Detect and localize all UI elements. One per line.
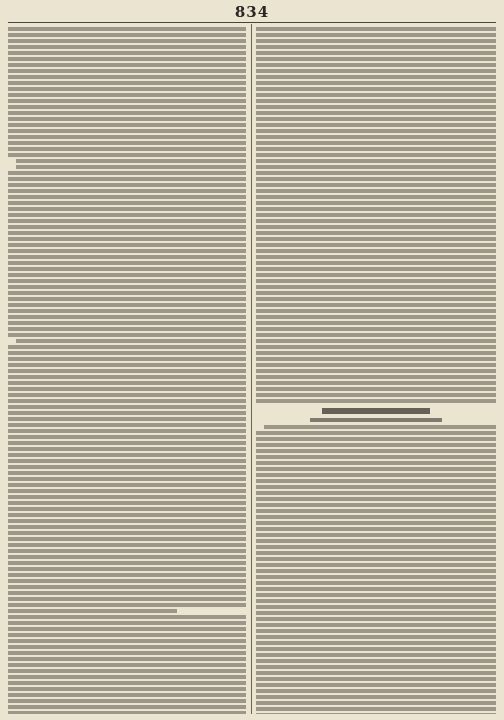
- text-line: [8, 189, 246, 193]
- text-line: [8, 561, 246, 565]
- text-line: [8, 663, 246, 667]
- text-line: [256, 303, 496, 307]
- text-line: [8, 39, 246, 43]
- text-line: [256, 557, 496, 561]
- text-line: [8, 417, 246, 421]
- text-line: [256, 521, 496, 525]
- text-line: [8, 447, 246, 451]
- text-line: [256, 497, 496, 501]
- text-line: [8, 567, 246, 571]
- text-line: [256, 261, 496, 265]
- text-line: [8, 147, 246, 151]
- text-line: [8, 51, 246, 55]
- text-line: [256, 213, 496, 217]
- text-line: [8, 489, 246, 493]
- text-line: [256, 689, 496, 693]
- text-line: [8, 105, 246, 109]
- text-line: [256, 351, 496, 355]
- text-line: [8, 465, 246, 469]
- text-line: [8, 531, 246, 535]
- text-line: [8, 93, 246, 97]
- text-line: [8, 45, 246, 49]
- text-line: [256, 129, 496, 133]
- text-line: [8, 135, 246, 139]
- text-line: [8, 249, 246, 253]
- text-line: [8, 267, 246, 271]
- text-line: [8, 603, 246, 607]
- text-line: [8, 117, 246, 121]
- text-line: [8, 579, 246, 583]
- text-line: [8, 225, 246, 229]
- header-rule: [8, 22, 496, 23]
- text-line: [256, 195, 496, 199]
- text-line: [256, 455, 496, 459]
- text-line: [256, 605, 496, 609]
- text-line: [256, 39, 496, 43]
- text-line: [8, 309, 246, 313]
- text-line: [8, 687, 246, 691]
- text-line: [8, 195, 246, 199]
- text-line: [256, 399, 496, 403]
- text-line: [256, 551, 496, 555]
- text-line: [256, 153, 496, 157]
- text-line: [8, 75, 246, 79]
- text-line: [256, 309, 496, 313]
- text-line: [256, 69, 496, 73]
- text-line: [256, 473, 496, 477]
- text-line: [8, 201, 246, 205]
- text-line: [8, 375, 246, 379]
- text-line: [8, 585, 246, 589]
- right-column: [256, 25, 496, 714]
- text-line: [256, 105, 496, 109]
- text-line: [8, 519, 246, 523]
- text-line: [256, 539, 496, 543]
- text-line: [256, 189, 496, 193]
- text-line: [256, 449, 496, 453]
- text-line: [256, 581, 496, 585]
- text-line: [256, 707, 496, 711]
- text-line: [256, 659, 496, 663]
- text-line: [256, 219, 496, 223]
- text-line: [8, 651, 246, 655]
- text-line: [256, 177, 496, 181]
- text-line: [8, 459, 246, 463]
- text-line: [8, 399, 246, 403]
- text-line: [8, 441, 246, 445]
- text-line: [256, 201, 496, 205]
- text-line: [256, 701, 496, 705]
- text-line: [256, 291, 496, 295]
- text-line: [256, 357, 496, 361]
- text-line: [256, 87, 496, 91]
- text-line: [256, 285, 496, 289]
- text-line: [256, 503, 496, 507]
- text-line: [8, 525, 246, 529]
- text-line: [8, 555, 246, 559]
- text-line: [8, 711, 246, 714]
- text-line: [8, 351, 246, 355]
- text-line: [256, 51, 496, 55]
- text-line: [8, 333, 246, 337]
- text-line: [8, 207, 246, 211]
- text-line: [256, 237, 496, 241]
- text-line: [256, 345, 496, 349]
- text-line: [8, 327, 246, 331]
- text-line: [8, 483, 246, 487]
- text-line: [8, 477, 246, 481]
- text-line: [256, 225, 496, 229]
- text-line: [8, 129, 246, 133]
- text-line: [256, 111, 496, 115]
- text-line: [256, 479, 496, 483]
- text-line: [256, 599, 496, 603]
- text-line: [256, 485, 496, 489]
- text-line: [8, 111, 246, 115]
- text-line: [256, 545, 496, 549]
- text-line: [256, 363, 496, 367]
- text-line: [256, 279, 496, 283]
- text-line: [256, 159, 496, 163]
- text-line: [256, 381, 496, 385]
- text-line: [8, 57, 246, 61]
- section-heading: [322, 408, 430, 414]
- text-line: [8, 621, 246, 625]
- text-line: [256, 165, 496, 169]
- text-line: [8, 669, 246, 673]
- text-line: [16, 159, 246, 163]
- text-line: [8, 231, 246, 235]
- text-line: [256, 171, 496, 175]
- text-line: [8, 549, 246, 553]
- text-line: [264, 425, 496, 429]
- text-line: [256, 147, 496, 151]
- text-line: [8, 633, 246, 637]
- text-line: [256, 587, 496, 591]
- text-line: [256, 27, 496, 31]
- text-line: [16, 165, 246, 169]
- text-line: [8, 705, 246, 709]
- text-line: [256, 671, 496, 675]
- text-line: [256, 653, 496, 657]
- text-line: [8, 99, 246, 103]
- text-line: [8, 693, 246, 697]
- dateline: [310, 418, 442, 422]
- text-line: [8, 237, 246, 241]
- text-line: [256, 339, 496, 343]
- text-line: [256, 393, 496, 397]
- text-line: [256, 333, 496, 337]
- text-line: [8, 255, 246, 259]
- text-line: [8, 81, 246, 85]
- text-line: [8, 243, 246, 247]
- text-line: [256, 665, 496, 669]
- text-line: [8, 141, 246, 145]
- text-line: [8, 177, 246, 181]
- text-line: [256, 641, 496, 645]
- text-line: [8, 321, 246, 325]
- text-line: [8, 291, 246, 295]
- text-line: [256, 267, 496, 271]
- text-line: [8, 423, 246, 427]
- text-line: [256, 515, 496, 519]
- text-line: [256, 647, 496, 651]
- text-line: [256, 563, 496, 567]
- text-line: [256, 123, 496, 127]
- text-line: [256, 45, 496, 49]
- text-line: [8, 153, 246, 157]
- text-line: [256, 467, 496, 471]
- text-line: [256, 431, 496, 435]
- text-line: [8, 405, 246, 409]
- text-line: [256, 297, 496, 301]
- text-line: [8, 543, 246, 547]
- text-line: [256, 141, 496, 145]
- text-line: [8, 369, 246, 373]
- text-line: [256, 509, 496, 513]
- text-line: [8, 123, 246, 127]
- page-number: 834: [234, 3, 270, 21]
- text-line: [8, 273, 246, 277]
- column-divider: [251, 24, 252, 714]
- text-line: [256, 81, 496, 85]
- text-line: [8, 453, 246, 457]
- text-line: [8, 393, 246, 397]
- text-line: [8, 261, 246, 265]
- text-line: [256, 623, 496, 627]
- text-line: [256, 713, 496, 714]
- text-line: [8, 183, 246, 187]
- text-line: [8, 591, 246, 595]
- text-line: [8, 213, 246, 217]
- text-line: [256, 677, 496, 681]
- text-line: [256, 315, 496, 319]
- text-line: [8, 429, 246, 433]
- text-line: [256, 33, 496, 37]
- text-line: [256, 575, 496, 579]
- text-line: [256, 533, 496, 537]
- text-line: [256, 327, 496, 331]
- text-line: [256, 63, 496, 67]
- text-line: [256, 273, 496, 277]
- text-line: [256, 117, 496, 121]
- text-line: [8, 675, 246, 679]
- text-line: [256, 683, 496, 687]
- text-line: [8, 381, 246, 385]
- text-line: [8, 681, 246, 685]
- text-line: [8, 537, 246, 541]
- text-line: [256, 75, 496, 79]
- text-line: [8, 297, 246, 301]
- text-line: [256, 249, 496, 253]
- text-line: [256, 207, 496, 211]
- text-line: [8, 345, 246, 349]
- text-line: [256, 461, 496, 465]
- text-line: [256, 491, 496, 495]
- text-line: [256, 255, 496, 259]
- text-line: [8, 285, 246, 289]
- text-line: [256, 93, 496, 97]
- text-line: [8, 471, 246, 475]
- text-line: [256, 593, 496, 597]
- left-column: [8, 25, 246, 714]
- text-line: [8, 615, 246, 619]
- text-line: [8, 627, 246, 631]
- text-line: [8, 363, 246, 367]
- text-line: [8, 63, 246, 67]
- text-line: [256, 443, 496, 447]
- text-line: [256, 135, 496, 139]
- text-line: [256, 617, 496, 621]
- text-line: [8, 639, 246, 643]
- text-line: [256, 387, 496, 391]
- text-line: [8, 315, 246, 319]
- text-line: [8, 657, 246, 661]
- text-line: [8, 219, 246, 223]
- text-line: [8, 699, 246, 703]
- text-line: [256, 369, 496, 373]
- text-line: [256, 527, 496, 531]
- text-line: [256, 57, 496, 61]
- text-line: [256, 437, 496, 441]
- text-line: [8, 303, 246, 307]
- text-line: [256, 375, 496, 379]
- text-line: [8, 501, 246, 505]
- text-line: [8, 513, 246, 517]
- text-line: [8, 573, 246, 577]
- text-line: [8, 645, 246, 649]
- text-line: [256, 321, 496, 325]
- text-line: [256, 231, 496, 235]
- text-line: [256, 243, 496, 247]
- text-line: [8, 357, 246, 361]
- text-line: [8, 387, 246, 391]
- text-line: [256, 183, 496, 187]
- text-line: [8, 507, 246, 511]
- text-line: [256, 635, 496, 639]
- text-line: [8, 411, 246, 415]
- text-line: [8, 171, 246, 175]
- text-line: [8, 87, 246, 91]
- text-line: [256, 611, 496, 615]
- text-line: [8, 27, 246, 31]
- text-line: [8, 495, 246, 499]
- text-line: [256, 569, 496, 573]
- text-line: [8, 33, 246, 37]
- text-line: [16, 339, 246, 343]
- text-line: [256, 629, 496, 633]
- text-line: [8, 609, 177, 613]
- text-line: [8, 435, 246, 439]
- text-line: [256, 695, 496, 699]
- text-line: [8, 69, 246, 73]
- text-line: [8, 279, 246, 283]
- text-line: [256, 99, 496, 103]
- text-line: [8, 597, 246, 601]
